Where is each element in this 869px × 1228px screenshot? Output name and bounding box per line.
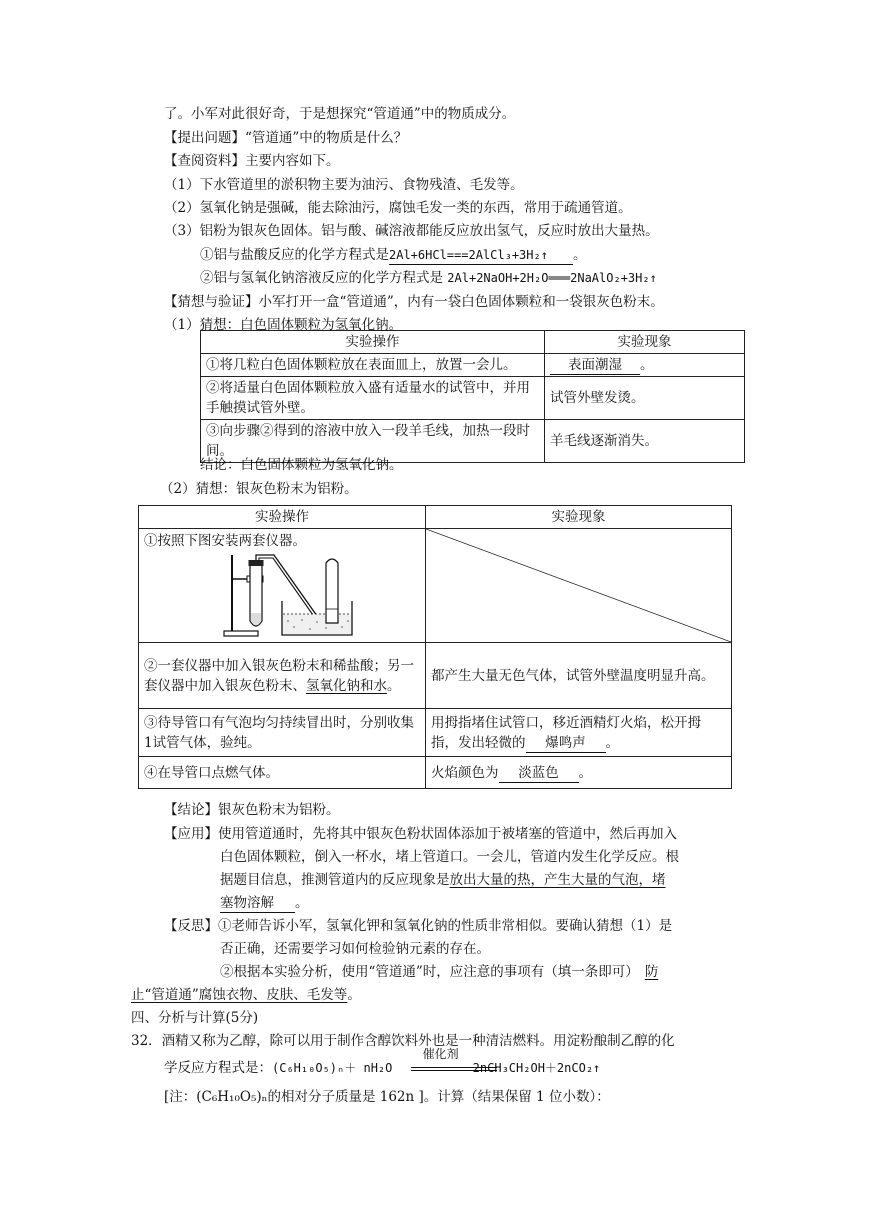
application-line-1 (164, 824, 677, 844)
apparatus-figure (222, 551, 362, 639)
table-1-phen-1: 表面潮湿 (550, 357, 640, 375)
table-2-phen-3-a: 用拇指堵住试管口，移近酒精灯火焰，松开拇指，发出轻微的 (431, 714, 701, 751)
section-4-heading: 四、分析与计算(5分) (131, 1010, 259, 1026)
q32-product: 2nCH₃CH₂OH＋2nCO₂↑ (472, 1061, 601, 1075)
table-2-phen-2: 都产生大量无色气体，试管外壁温度明显升高。 (426, 643, 732, 709)
table-1-header-op: 实验操作 (201, 331, 545, 354)
question-text: “管道通”中的物质是什么？ (245, 130, 408, 146)
q32-prefix: 学反应方程式是： (164, 1060, 272, 1076)
conclusion-tag: 【结论】 (164, 802, 218, 818)
question-line (164, 128, 407, 148)
table-1 (200, 330, 745, 463)
equation-2-prefix: ②铝与氢氧化钠溶液反应的化学方程式是 (200, 270, 448, 286)
q32-line-1: 32．酒精又称为乙醇，除可以用于制作含醇饮料外也是一种清洁燃料。用淀粉酿制乙醇的化 (131, 1033, 675, 1049)
table-1-op-2: ②将适量白色固体颗粒放入盛有适量水的试管中，并用手触摸试管外壁。 (201, 377, 545, 420)
table-2-op-2 (139, 643, 426, 709)
application-text-3: 据题目信息，推测管道内的反应现象是 (220, 872, 450, 888)
equation-1-prefix: ①铝与盐酸反应的化学方程式是 (200, 247, 389, 263)
table-2 (138, 505, 732, 789)
research-item-3: （3）铝粉为银灰色固体。铝与酸、碱溶液都能反应放出氢气，反应时放出大量热。 (164, 223, 659, 239)
reflection-tag: 【反思】 (164, 918, 218, 934)
reflection-line-3 (220, 962, 658, 982)
table-2-phen-4 (426, 757, 732, 789)
q32-arrow-line-2 (411, 1070, 497, 1071)
table-2-phen-4-answer: 淡蓝色 (499, 765, 579, 783)
application-line-2: 白色固体颗粒，倒入一杯水，堵上管道口。一会儿，管道内发生化学反应。根 (220, 849, 679, 865)
table-2-op-3: ③待导管口有气泡均匀持续冒出时，分别收集1试管气体，验纯。 (139, 709, 426, 757)
table-row (201, 331, 745, 354)
table-row (201, 377, 745, 420)
research-line (164, 151, 340, 171)
reflection-line-4 (131, 985, 361, 1005)
guess-line (164, 292, 664, 312)
reflection-text-3: ②根据本实验分析，使用“管道通”时，应注意的事项有（填一条即可） (220, 964, 639, 980)
table-2-phen-4-c: 。 (578, 764, 592, 781)
table-2-op-2-c: 。 (387, 677, 401, 694)
q32-note: [注：(C₆H₁₀O₅)ₙ的相对分子质量是 162n ]。计算（结果保留 1 位小数）： (164, 1089, 610, 1105)
q32-line-2 (164, 1047, 601, 1078)
guess-tag: 【猜想与验证】 (164, 294, 259, 310)
table-row (139, 506, 732, 529)
table-row (201, 354, 745, 377)
table-2-phen-3-c: 。 (605, 734, 619, 751)
table-2-op-1: ①按照下图安装两套仪器。 (144, 533, 306, 549)
equation-2: 2Al+2NaOH+2H₂O═══2NaAlO₂+3H₂↑ (447, 271, 657, 285)
table-2-phen-4-a: 火焰颜色为 (431, 764, 499, 781)
table-1-header-phen: 实验现象 (545, 331, 745, 354)
application-line-4 (220, 893, 309, 913)
research-item-1: （1）下水管道里的淤积物主要为油污、食物残渣、毛发等。 (164, 177, 524, 193)
research-text: 主要内容如下。 (245, 153, 340, 169)
table-2-op-2-answer: 氢氧化钠和水 (306, 677, 387, 694)
question-tag: 【提出问题】 (164, 130, 245, 146)
table-1-op-1: ①将几粒白色固体颗粒放在表面皿上，放置一会儿。 (201, 354, 545, 377)
guess-text: 小军打开一盒“管道通”，内有一袋白色固体颗粒和一袋银灰色粉末。 (258, 294, 664, 310)
research-tag: 【查阅资料】 (164, 153, 245, 169)
table-row (139, 757, 732, 789)
guess-2-line: （2）猜想：银灰色粉末为铝粉。 (160, 481, 358, 497)
application-answer-b: 塞物溶解 (220, 895, 295, 913)
q32-arrow-line-1 (411, 1067, 497, 1068)
reflection-line-2: 否正确，还需要学习如何检验钠元素的存在。 (220, 941, 490, 957)
reflection-line-4-end: 。 (347, 987, 361, 1003)
equation-2-line (200, 268, 657, 288)
table-2-op-2-a: ②一套仪器中加入银灰色粉末和稀盐酸；另一套仪器中加入银灰色粉末、 (144, 657, 414, 694)
table-2-header-phen: 实验现象 (426, 506, 732, 529)
application-tag: 【应用】 (164, 826, 218, 842)
table-2-phen-3 (426, 709, 732, 757)
diagonal-strike (426, 529, 731, 642)
reflection-answer-a: 防 (644, 964, 659, 980)
application-answer-a: 放出大量的热，产生大量的气泡，堵 (449, 872, 666, 888)
equation-1-suffix: 。 (573, 247, 587, 263)
conclusion-line (164, 800, 340, 820)
table-2-op-1-cell (139, 529, 426, 643)
table-2-op-4: ④在导管口点燃气体。 (139, 757, 426, 789)
reflection-answer-b: 止“管道通”腐蚀衣物、皮肤、毛发等 (131, 987, 348, 1003)
intro-line: 了。小军对此很好奇，于是想探究“管道通”中的物质成分。 (164, 106, 516, 122)
table-1-phen-2: 试管外壁发烫。 (545, 377, 745, 420)
table-row (139, 643, 732, 709)
table-row (139, 709, 732, 757)
reflection-text-1: ①老师告诉小军，氢氧化钾和氢氧化钠的性质非常相似。要确认猜想（1）是 (218, 918, 673, 934)
equation-1-line (200, 245, 587, 265)
table-row (139, 529, 732, 643)
application-line-3 (220, 870, 666, 890)
application-text-1: 使用管道通时，先将其中银灰色粉状固体添加于被堵塞的管道中，然后再加入 (218, 826, 677, 842)
table-2-phen-1-cell (426, 529, 732, 643)
table-1-op-3: ③向步骤②得到的溶液中放入一段羊毛线，加热一段时间。 (201, 420, 545, 463)
conclusion-1: 结论：白色固体颗粒为氢氧化钠。 (200, 457, 403, 473)
research-item-2: （2）氢氧化钠是强碱，能去除油污，腐蚀毛发一类的东西，常用于疏通管道。 (164, 200, 632, 216)
table-2-header-op: 实验操作 (139, 506, 426, 529)
application-line-4-end: 。 (295, 895, 309, 911)
equation-1-answer: 2Al+6HCl===2AlCl₃+3H₂↑ (389, 247, 573, 265)
q32-catalyst: 催化剂 (422, 1047, 459, 1061)
reflection-line-1 (164, 916, 672, 936)
conclusion-text: 银灰色粉末为铝粉。 (218, 802, 340, 818)
guess-1-line: （1）猜想：白色固体颗粒为氢氧化钠。 (164, 317, 403, 333)
q32-reactant: (C₆H₁₀O₅)ₙ＋ nH₂O (272, 1061, 393, 1075)
table-2-phen-3-answer: 爆鸣声 (526, 735, 606, 753)
table-1-phen-3: 羊毛线逐渐消失。 (545, 420, 745, 463)
table-1-phen-1-cell: 表面潮湿 。 (545, 354, 745, 377)
